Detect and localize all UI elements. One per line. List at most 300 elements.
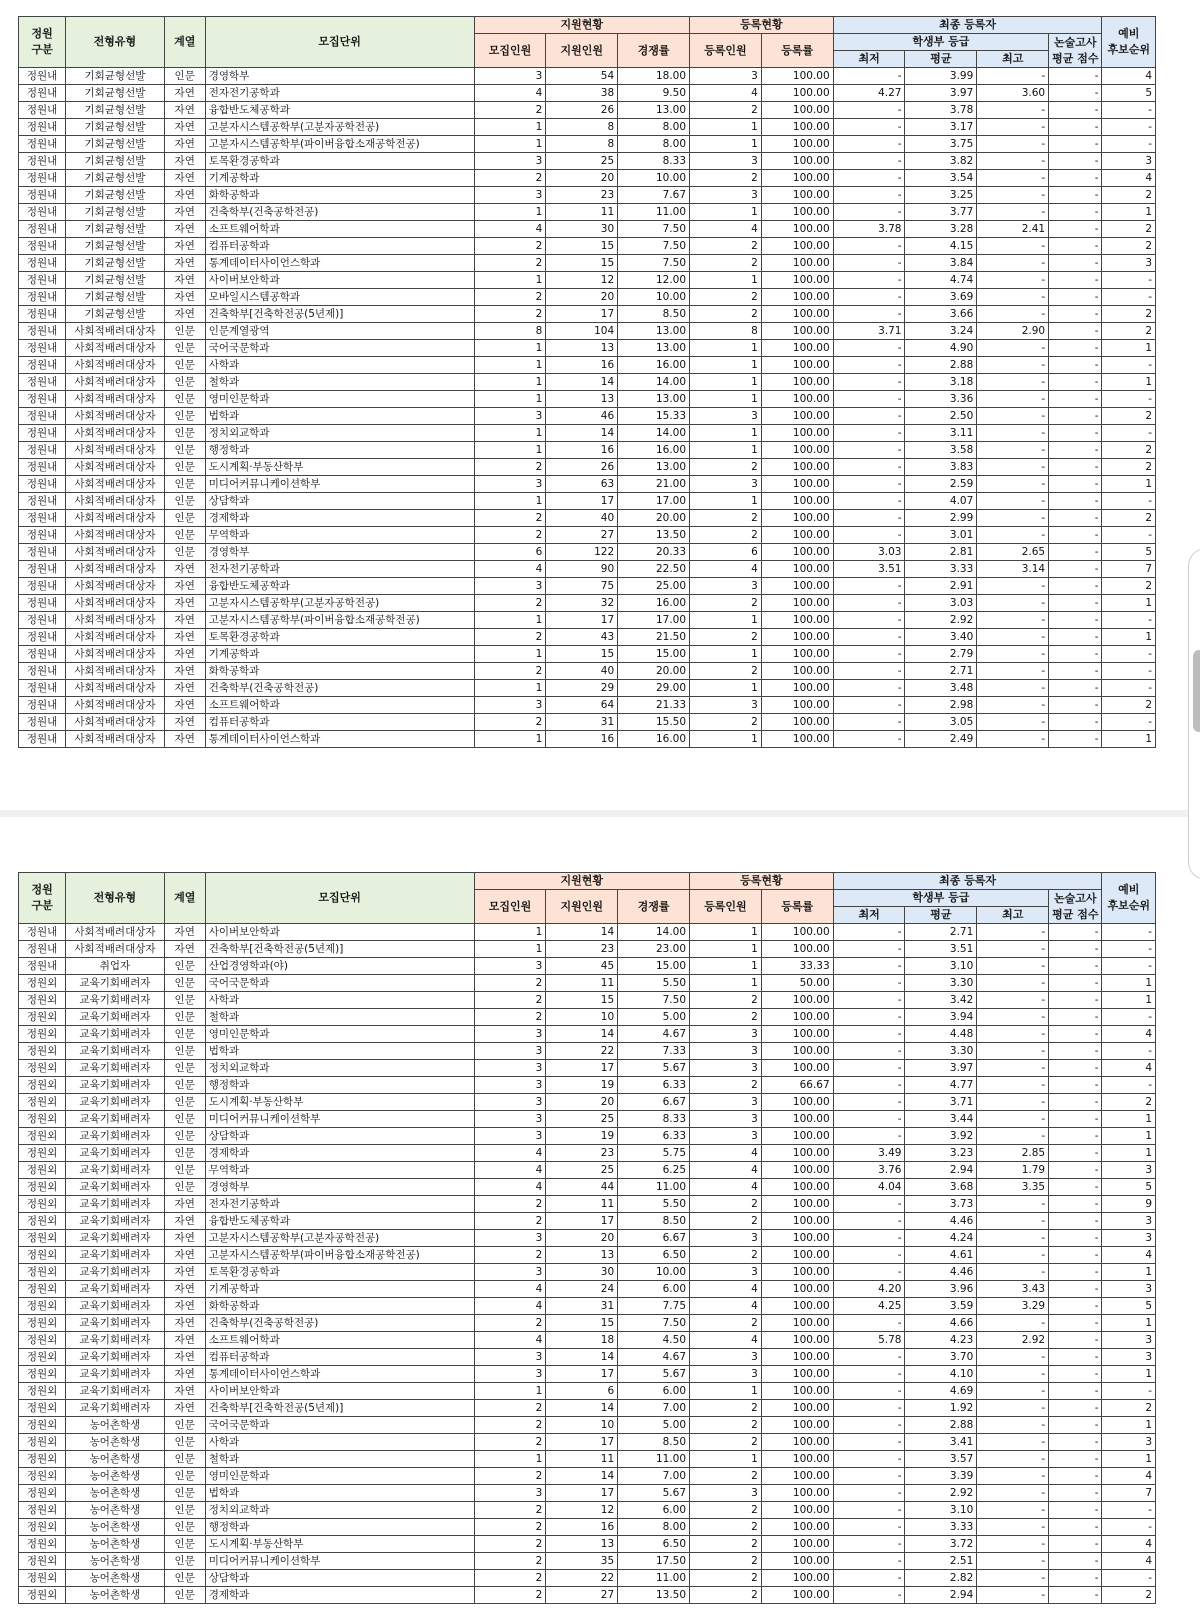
table-cell: -: [1049, 1060, 1102, 1077]
table-cell: 무역학과: [205, 527, 474, 544]
table-row: [19, 459, 1156, 476]
table-cell: -: [1049, 119, 1102, 136]
table-cell: -: [977, 1553, 1049, 1570]
table-cell: -: [1049, 1111, 1102, 1128]
table-cell: 2.65: [977, 544, 1049, 561]
table-cell: 기회균형선발: [66, 221, 165, 238]
table-cell: 30: [546, 1264, 618, 1281]
table-cell: 2: [474, 510, 546, 527]
table-cell: 고분자시스템공학부(고분자공학전공): [205, 595, 474, 612]
scroll-knob[interactable]: [1193, 650, 1200, 732]
table-cell: 3.14: [977, 561, 1049, 578]
table-cell: 11.00: [618, 204, 690, 221]
table-row: [19, 1026, 1156, 1043]
table-cell: 7.75: [618, 1298, 690, 1315]
table-cell: 정원외: [19, 1553, 66, 1570]
table-cell: 정원내: [19, 510, 66, 527]
table-cell: 3.33: [905, 561, 977, 578]
table-cell: -: [1102, 1383, 1156, 1400]
table-cell: 2: [1102, 510, 1156, 527]
table-cell: -: [977, 442, 1049, 459]
table-cell: 1: [474, 136, 546, 153]
table-cell: 2: [474, 1417, 546, 1434]
table-cell: -: [1102, 119, 1156, 136]
table-cell: 2: [1102, 1400, 1156, 1417]
table-cell: 자연: [164, 153, 205, 170]
table-cell: 11: [546, 975, 618, 992]
table-cell: 2: [474, 992, 546, 1009]
table-cell: 자연: [164, 221, 205, 238]
table-cell: 3.01: [905, 527, 977, 544]
table-cell: 1: [474, 1383, 546, 1400]
table-cell: 정원외: [19, 1587, 66, 1604]
table-cell: 4.46: [905, 1264, 977, 1281]
table-cell: -: [977, 958, 1049, 975]
table-cell: 104: [546, 323, 618, 340]
table-cell: 29.00: [618, 680, 690, 697]
table-cell: 8.50: [618, 1213, 690, 1230]
table-cell: 14: [546, 1468, 618, 1485]
table-cell: 100.00: [761, 1536, 833, 1553]
table-cell: 4.90: [905, 340, 977, 357]
table-cell: 4: [1102, 1468, 1156, 1485]
table-cell: -: [1049, 1128, 1102, 1145]
table-cell: 1: [690, 425, 762, 442]
table-cell: 4: [474, 1281, 546, 1298]
table-cell: 인문: [164, 1485, 205, 1502]
table-cell: 2: [1102, 187, 1156, 204]
table-cell: 자연: [164, 1383, 205, 1400]
table-cell: 100.00: [761, 527, 833, 544]
table-cell: 1: [690, 493, 762, 510]
table-cell: 2: [690, 595, 762, 612]
table-row: [19, 1434, 1156, 1451]
table-row: [19, 697, 1156, 714]
table-row: [19, 1298, 1156, 1315]
table-cell: 자연: [164, 1349, 205, 1366]
table-cell: 15: [546, 992, 618, 1009]
table-cell: -: [1049, 1264, 1102, 1281]
table-cell: 3: [690, 1366, 762, 1383]
table-cell: 자연: [164, 1247, 205, 1264]
table-cell: -: [1049, 425, 1102, 442]
header-recruit: 모집인원: [474, 34, 546, 68]
table-cell: 자연: [164, 1196, 205, 1213]
table-cell: 농어촌학생: [66, 1536, 165, 1553]
table-cell: 교육기회배려자: [66, 1332, 165, 1349]
table-cell: -: [1049, 1332, 1102, 1349]
table-cell: 3: [474, 578, 546, 595]
data-table: [18, 872, 1156, 1604]
table-cell: 융합반도체공학과: [205, 578, 474, 595]
table-cell: 건축학부[건축학전공(5년제)]: [205, 306, 474, 323]
table-cell: 3: [474, 697, 546, 714]
table-cell: 100.00: [761, 1060, 833, 1077]
table-cell: 33.33: [761, 958, 833, 975]
table-cell: 자연: [164, 1332, 205, 1349]
table-cell: 100.00: [761, 992, 833, 1009]
table-cell: 정원내: [19, 119, 66, 136]
table-cell: 1: [1102, 1264, 1156, 1281]
table-cell: 인문: [164, 476, 205, 493]
table-cell: 4.67: [618, 1026, 690, 1043]
table-row: [19, 1383, 1156, 1400]
table-cell: 기회균형선발: [66, 187, 165, 204]
table-cell: 전자전기공학과: [205, 561, 474, 578]
table-cell: -: [833, 663, 905, 680]
table-cell: -: [1049, 1383, 1102, 1400]
table-cell: 3.05: [905, 714, 977, 731]
header-essay: 논술고사 평균 점수: [1049, 890, 1102, 924]
table-cell: 7.00: [618, 1400, 690, 1417]
table-cell: 100.00: [761, 1094, 833, 1111]
table-cell: 정원외: [19, 1434, 66, 1451]
table-cell: 자연: [164, 204, 205, 221]
table-cell: 컴퓨터공학과: [205, 714, 474, 731]
table-row: [19, 289, 1156, 306]
table-cell: 2.91: [905, 578, 977, 595]
table-row: [19, 272, 1156, 289]
table-row: [19, 374, 1156, 391]
table-cell: 2: [1102, 442, 1156, 459]
table-cell: 토목환경공학과: [205, 629, 474, 646]
table-cell: 고분자시스템공학부(고분자공학전공): [205, 119, 474, 136]
table-cell: 자연: [164, 697, 205, 714]
table-cell: 도시계획·부동산학부: [205, 1536, 474, 1553]
table-cell: 3: [474, 153, 546, 170]
table-cell: 100.00: [761, 1332, 833, 1349]
table-cell: 14.00: [618, 425, 690, 442]
table-cell: 정원외: [19, 1383, 66, 1400]
table-cell: 7: [1102, 561, 1156, 578]
table-cell: 2.94: [905, 1587, 977, 1604]
table-cell: 1: [1102, 1417, 1156, 1434]
table-cell: -: [1049, 1349, 1102, 1366]
table-cell: 1: [1102, 204, 1156, 221]
table-cell: 자연: [164, 663, 205, 680]
table-row: [19, 629, 1156, 646]
table-cell: 2: [1102, 323, 1156, 340]
table-cell: 1: [1102, 1451, 1156, 1468]
table-cell: 융합반도체공학과: [205, 1213, 474, 1230]
table-cell: -: [1049, 289, 1102, 306]
table-cell: -: [977, 578, 1049, 595]
table-cell: -: [1102, 272, 1156, 289]
table-cell: 17: [546, 306, 618, 323]
table-cell: -: [833, 941, 905, 958]
table-cell: 30: [546, 221, 618, 238]
table-cell: 3: [690, 1026, 762, 1043]
table-row: [19, 1247, 1156, 1264]
table-cell: -: [1049, 238, 1102, 255]
table-cell: -: [1049, 663, 1102, 680]
table-cell: 19: [546, 1077, 618, 1094]
table-cell: 도시계획·부동산학부: [205, 459, 474, 476]
table-cell: 기회균형선발: [66, 170, 165, 187]
table-cell: 사회적배려대상자: [66, 924, 165, 941]
header-quota: 정원 구분: [19, 873, 66, 924]
table-cell: 1: [474, 357, 546, 374]
table-cell: 2.81: [905, 544, 977, 561]
table-cell: 3: [690, 1485, 762, 1502]
table-cell: 미디어커뮤니케이션학부: [205, 1111, 474, 1128]
table-cell: 100.00: [761, 340, 833, 357]
table-cell: -: [977, 374, 1049, 391]
table-cell: 3.51: [905, 941, 977, 958]
table-cell: 13.50: [618, 1587, 690, 1604]
table-cell: 2: [474, 1009, 546, 1026]
table-cell: -: [977, 629, 1049, 646]
table-cell: 13: [546, 1536, 618, 1553]
table-row: [19, 1043, 1156, 1060]
table-cell: 100.00: [761, 1026, 833, 1043]
table-cell: 정원외: [19, 1111, 66, 1128]
table-cell: -: [977, 408, 1049, 425]
table-cell: -: [833, 102, 905, 119]
table-cell: -: [977, 527, 1049, 544]
table-cell: 행정학과: [205, 442, 474, 459]
table-cell: 정원외: [19, 1315, 66, 1332]
table-cell: 1: [474, 612, 546, 629]
table-cell: -: [833, 391, 905, 408]
table-cell: 3: [690, 1349, 762, 1366]
table-cell: 16.00: [618, 595, 690, 612]
table-cell: -: [1102, 924, 1156, 941]
table-cell: -: [977, 476, 1049, 493]
table-cell: -: [1049, 1400, 1102, 1417]
table-cell: 15.00: [618, 646, 690, 663]
table-cell: 1: [1102, 1111, 1156, 1128]
table-cell: 정원내: [19, 408, 66, 425]
table-cell: 인문: [164, 1009, 205, 1026]
table-cell: 법학과: [205, 408, 474, 425]
table-cell: 3.36: [905, 391, 977, 408]
table-cell: 5.67: [618, 1485, 690, 1502]
table-cell: -: [1049, 561, 1102, 578]
table-cell: 2: [474, 459, 546, 476]
table-cell: 2: [474, 1315, 546, 1332]
table-cell: 교육기회배려자: [66, 1009, 165, 1026]
table-cell: -: [1049, 204, 1102, 221]
table-cell: -: [1049, 1213, 1102, 1230]
table-cell: -: [1049, 255, 1102, 272]
table-cell: 자연: [164, 1298, 205, 1315]
table-cell: -: [977, 992, 1049, 1009]
table-cell: 1: [690, 1451, 762, 1468]
table-cell: -: [977, 1230, 1049, 1247]
table-cell: -: [977, 1077, 1049, 1094]
table-cell: 자연: [164, 238, 205, 255]
table-cell: -: [1102, 941, 1156, 958]
table-cell: 고분자시스템공학부(파이버융합소재공학전공): [205, 136, 474, 153]
table-cell: 교육기회배려자: [66, 1111, 165, 1128]
table-cell: 4.66: [905, 1315, 977, 1332]
table-cell: 고분자시스템공학부(파이버융합소재공학전공): [205, 612, 474, 629]
table-cell: 40: [546, 663, 618, 680]
table-cell: 100.00: [761, 646, 833, 663]
table-cell: 인문: [164, 323, 205, 340]
table-cell: 3.40: [905, 629, 977, 646]
table-cell: -: [1102, 289, 1156, 306]
table-cell: 4.27: [833, 85, 905, 102]
table-cell: 1: [690, 340, 762, 357]
table-row: [19, 1196, 1156, 1213]
table-cell: 4: [474, 1298, 546, 1315]
table-cell: 사회적배려대상자: [66, 731, 165, 748]
table-cell: 1: [474, 941, 546, 958]
table-cell: -: [833, 1060, 905, 1077]
table-cell: 정원내: [19, 714, 66, 731]
table-row: [19, 391, 1156, 408]
table-cell: 3: [690, 697, 762, 714]
table-row: [19, 941, 1156, 958]
table-cell: 2: [690, 1213, 762, 1230]
table-cell: 3.59: [905, 1298, 977, 1315]
table-row: [19, 476, 1156, 493]
table-cell: 1: [690, 975, 762, 992]
table-cell: 기계공학과: [205, 170, 474, 187]
table-cell: 자연: [164, 136, 205, 153]
table-cell: 소프트웨어학과: [205, 697, 474, 714]
table-cell: 인문: [164, 1451, 205, 1468]
table-cell: -: [1049, 731, 1102, 748]
table-cell: 교육기회배려자: [66, 1230, 165, 1247]
table-cell: 자연: [164, 255, 205, 272]
table-cell: 4.04: [833, 1179, 905, 1196]
table-cell: 2: [1102, 697, 1156, 714]
table-cell: 1: [690, 374, 762, 391]
table-cell: 100.00: [761, 1434, 833, 1451]
table-cell: 인문: [164, 1536, 205, 1553]
table-cell: 2: [474, 1213, 546, 1230]
table-cell: 1: [474, 119, 546, 136]
table-cell: 기회균형선발: [66, 238, 165, 255]
table-cell: 사회적배려대상자: [66, 323, 165, 340]
table-cell: 정원내: [19, 238, 66, 255]
table-cell: 국어국문학과: [205, 975, 474, 992]
table-cell: 정원내: [19, 578, 66, 595]
table-cell: 4: [1102, 68, 1156, 85]
table-cell: -: [833, 357, 905, 374]
table-cell: -: [1049, 493, 1102, 510]
table-cell: -: [1049, 1179, 1102, 1196]
table-cell: -: [977, 170, 1049, 187]
table-cell: 100.00: [761, 1264, 833, 1281]
table-row: [19, 561, 1156, 578]
table-cell: 17: [546, 1060, 618, 1077]
table-cell: -: [977, 663, 1049, 680]
table-cell: 13.00: [618, 102, 690, 119]
table-row: [19, 85, 1156, 102]
table-cell: -: [977, 1383, 1049, 1400]
table-cell: -: [833, 992, 905, 1009]
table-cell: 자연: [164, 595, 205, 612]
table-row: [19, 1315, 1156, 1332]
table-cell: 자연: [164, 629, 205, 646]
table-cell: 정원외: [19, 1298, 66, 1315]
table-cell: 정원내: [19, 272, 66, 289]
table-cell: 7.50: [618, 221, 690, 238]
table-cell: 4: [1102, 1247, 1156, 1264]
table-cell: 122: [546, 544, 618, 561]
table-cell: 4: [690, 1332, 762, 1349]
table-cell: 사학과: [205, 357, 474, 374]
header-max: 최고: [977, 51, 1049, 68]
table-cell: 미디어커뮤니케이션학부: [205, 1553, 474, 1570]
table-cell: -: [1049, 1145, 1102, 1162]
table-cell: -: [833, 1485, 905, 1502]
table-cell: 정원내: [19, 102, 66, 119]
table-cell: 건축학부(건축공학전공): [205, 204, 474, 221]
table-cell: 자연: [164, 612, 205, 629]
table-cell: 3: [474, 408, 546, 425]
table-cell: 기회균형선발: [66, 68, 165, 85]
table-cell: 1: [474, 442, 546, 459]
header-prelim: 예비 후보순위: [1102, 17, 1156, 68]
table-cell: -: [977, 941, 1049, 958]
table-cell: 100.00: [761, 1145, 833, 1162]
table-cell: 10.00: [618, 1264, 690, 1281]
table-cell: 정원외: [19, 1094, 66, 1111]
table-cell: 3.49: [833, 1145, 905, 1162]
table-row: [19, 578, 1156, 595]
table-cell: 100.00: [761, 1349, 833, 1366]
table-cell: 경제학과: [205, 1587, 474, 1604]
table-cell: 6: [690, 544, 762, 561]
table-cell: 8.50: [618, 306, 690, 323]
table-cell: 4: [1102, 1553, 1156, 1570]
table-cell: 정원내: [19, 731, 66, 748]
table-cell: 정원내: [19, 425, 66, 442]
table-cell: -: [1049, 1502, 1102, 1519]
table-cell: 3.42: [905, 992, 977, 1009]
table-row: [19, 958, 1156, 975]
table-cell: 3.10: [905, 1502, 977, 1519]
table-cell: 도시계획·부동산학부: [205, 1094, 474, 1111]
table-cell: 사회적배려대상자: [66, 663, 165, 680]
table-cell: 1: [690, 442, 762, 459]
table-cell: 15: [546, 238, 618, 255]
table-cell: 인문: [164, 1111, 205, 1128]
table-cell: 교육기회배려자: [66, 1400, 165, 1417]
table-cell: 100.00: [761, 238, 833, 255]
table-cell: 2: [690, 1315, 762, 1332]
table-cell: 경영학부: [205, 68, 474, 85]
table-cell: -: [1102, 714, 1156, 731]
table-cell: -: [1102, 1570, 1156, 1587]
table-cell: 100.00: [761, 1553, 833, 1570]
table-cell: -: [1102, 425, 1156, 442]
table-cell: 2: [1102, 578, 1156, 595]
table-cell: -: [977, 731, 1049, 748]
table-cell: -: [1049, 1009, 1102, 1026]
table-cell: 4: [690, 561, 762, 578]
table-cell: 인문: [164, 1434, 205, 1451]
table-cell: 8.50: [618, 1434, 690, 1451]
table-cell: -: [833, 1451, 905, 1468]
table-cell: 2: [474, 306, 546, 323]
table-row: [19, 153, 1156, 170]
table-cell: 10.00: [618, 289, 690, 306]
table-cell: 3.33: [905, 1519, 977, 1536]
table-cell: 13: [546, 1247, 618, 1264]
table-cell: 100.00: [761, 476, 833, 493]
table-cell: 자연: [164, 561, 205, 578]
table-cell: 기회균형선발: [66, 85, 165, 102]
table-cell: 4.48: [905, 1026, 977, 1043]
table-cell: 자연: [164, 731, 205, 748]
table-cell: -: [833, 1094, 905, 1111]
